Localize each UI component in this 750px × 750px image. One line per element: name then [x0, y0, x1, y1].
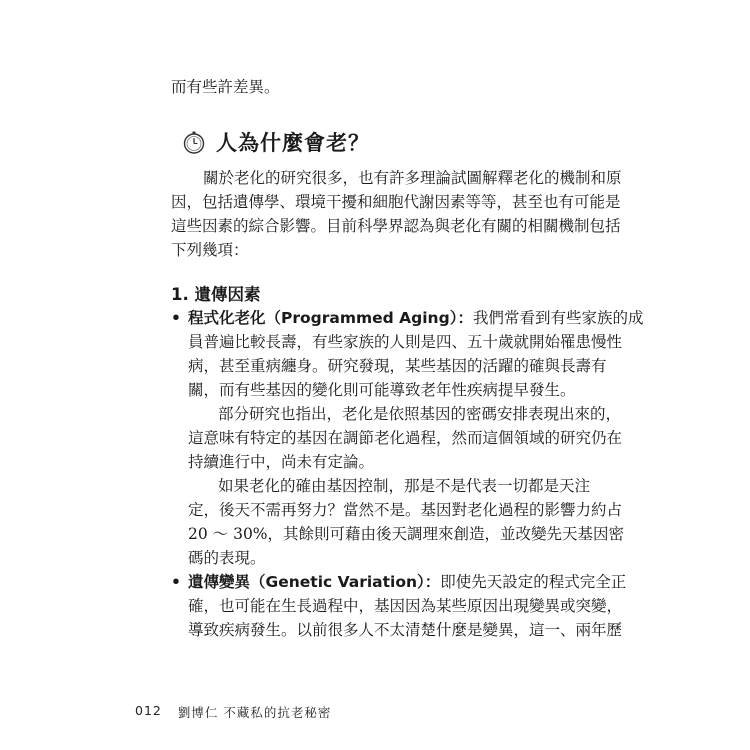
- paragraph-line: 持續進行中，尚未有定論。: [188, 453, 375, 471]
- paragraph-line: 部分研究也指出，老化是依照基因的密碼安排表現出來的，: [218, 405, 622, 423]
- bullet-term: 程式化老化（Programmed Aging）：: [188, 309, 473, 327]
- paragraph-line: 確，也可能在生長過程中，基因因為某些原因出現變異或突變，: [188, 597, 623, 615]
- intro-line: 而有些許差異。: [171, 78, 280, 96]
- bullet-term: 遺傳變異（Genetic Variation）：: [188, 573, 441, 591]
- paragraph-line: 這些因素的綜合影響。目前科學界認為與老化有關的相關機制包括: [171, 217, 621, 235]
- bullet-dot: •: [171, 572, 181, 591]
- section-title: 人為什麼會老？: [216, 131, 370, 155]
- paragraph-line: 20 ～ 30%，其餘則可藉由後天調理來創造，並改變先天基因密: [188, 525, 625, 543]
- paragraph-line: 關，而有些基因的變化則可能導致老年性疾病提早發生。: [188, 381, 576, 399]
- paragraph-line: 導致疾病發生。以前很多人不太清楚什麼是變異，這一、兩年歷: [188, 621, 623, 639]
- paragraph-line: 下列幾項：: [171, 241, 249, 259]
- section-heading: [182, 126, 370, 158]
- paragraph-line: 這意味有特定的基因在調節老化過程，然而這個領域的研究仍在: [188, 429, 623, 447]
- bullet-item-genetic-variation: [188, 572, 627, 592]
- paragraph-line: 因，包括遺傳學、環境干擾和細胞代謝因素等等，甚至也有可能是: [171, 193, 621, 211]
- paragraph-line: 定，後天不需再努力？當然不是。基因對老化過程的影響力約占: [188, 501, 623, 519]
- page-footer: [135, 703, 331, 721]
- page-number: 012: [135, 703, 162, 718]
- stopwatch-icon: [182, 130, 206, 154]
- paragraph-line: 病，甚至重病纏身。研究發現，某些基因的活躍的確與長壽有: [188, 357, 607, 375]
- paragraph-line: 碼的表現。: [188, 549, 266, 567]
- bullet-text: 我們常看到有些家族的成: [472, 309, 644, 327]
- paragraph-line: 如果老化的確由基因控制，那是不是代表一切都是天注: [218, 477, 591, 495]
- bullet-text: 即使先天設定的程式完全正: [440, 573, 627, 591]
- bullet-dot: •: [171, 308, 181, 327]
- paragraph-line: 關於老化的研究很多，也有許多理論試圖解釋老化的機制和原: [203, 169, 622, 187]
- paragraph-line: 員普遍比較長壽，有些家族的人則是四、五十歲就開始罹患慢性: [188, 333, 623, 351]
- subsection-title: 1. 遺傳因素: [171, 285, 261, 304]
- bullet-item-programmed-aging: [188, 308, 644, 328]
- book-title: 劉博仁 不藏私的抗老秘密: [177, 705, 332, 720]
